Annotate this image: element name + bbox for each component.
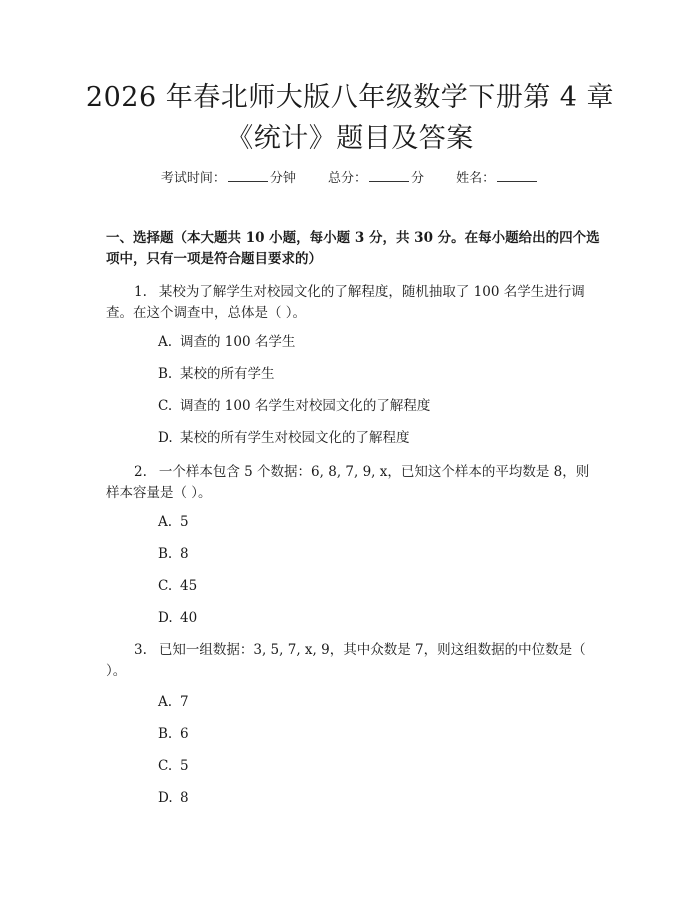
score-unit: 分: [411, 171, 425, 186]
option-text: 7: [180, 694, 189, 710]
question-3-option-b[interactable]: [158, 724, 189, 744]
option-label: A.: [158, 514, 173, 530]
name-label: 姓名：: [456, 171, 496, 186]
option-text: 8: [180, 546, 189, 562]
question-1-option-b[interactable]: [158, 364, 275, 384]
question-3: [106, 640, 598, 682]
option-label: A.: [158, 694, 173, 710]
option-text: 6: [180, 726, 189, 742]
question-1-option-a[interactable]: [158, 332, 295, 352]
option-text: 调查的 100 名学生对校园文化的了解程度: [180, 398, 431, 414]
question-3-option-a[interactable]: [158, 692, 189, 712]
question-stem: 一个样本包含 5 个数据：6, 8, 7, 9, x，已知这个样本的平均数是 8，则样本容量是（ ）。: [106, 464, 590, 501]
option-text: 调查的 100 名学生: [180, 334, 296, 350]
option-label: B.: [158, 726, 173, 742]
question-1: [106, 282, 598, 324]
question-number: 2.: [134, 464, 147, 480]
option-text: 45: [180, 578, 198, 594]
option-label: C.: [158, 578, 173, 594]
page-title-line-1: 2026 年春北师大版八年级数学下册第 4 章: [85, 82, 615, 113]
question-1-option-c[interactable]: [158, 396, 430, 416]
question-3-option-c[interactable]: [158, 756, 189, 776]
question-2-option-c[interactable]: [158, 576, 197, 596]
question-2-option-d[interactable]: [158, 608, 197, 628]
question-2: [106, 462, 598, 504]
option-label: B.: [158, 546, 173, 562]
option-label: D.: [158, 610, 173, 626]
exam-info-bar: [0, 168, 700, 189]
time-blank[interactable]: [228, 168, 268, 182]
name-blank[interactable]: [497, 168, 537, 182]
option-text: 某校的所有学生对校园文化的了解程度: [180, 430, 410, 446]
score-label: 总分：: [327, 171, 367, 186]
question-stem: 某校为了解学生对校园文化的了解程度，随机抽取了 100 名学生进行调查。在这个调查中，总体是（ ）。: [106, 284, 585, 321]
question-stem: 已知一组数据：3, 5, 7, x, 9，其中众数是 7，则这组数据的中位数是（ ）。: [106, 642, 586, 679]
option-text: 40: [180, 610, 198, 626]
question-3-option-d[interactable]: [158, 788, 189, 808]
question-1-option-d[interactable]: [158, 428, 410, 448]
option-label: C.: [158, 398, 173, 414]
option-text: 5: [180, 514, 189, 530]
option-label: B.: [158, 366, 173, 382]
option-label: D.: [158, 790, 173, 806]
question-number: 3.: [134, 642, 147, 658]
score-blank[interactable]: [369, 168, 409, 182]
option-text: 8: [180, 790, 189, 806]
option-label: C.: [158, 758, 173, 774]
option-label: D.: [158, 430, 173, 446]
question-2-option-b[interactable]: [158, 544, 189, 564]
section-heading: 一、选择题（本大题共 10 小题，每小题 3 分，共 30 分。在每小题给出的四个选项中，只有一项是符合题目要求的）: [106, 230, 600, 267]
time-field: [161, 168, 296, 189]
option-label: A.: [158, 334, 173, 350]
page-title-line-2: 《统计》题目及答案: [226, 123, 474, 154]
score-field: [328, 168, 424, 189]
option-text: 5: [180, 758, 189, 774]
question-2-option-a[interactable]: [158, 512, 189, 532]
question-number: 1.: [134, 284, 147, 300]
time-label: 考试时间：: [160, 171, 226, 186]
name-field: [456, 168, 539, 189]
time-unit: 分钟: [269, 171, 296, 186]
option-text: 某校的所有学生: [180, 366, 275, 382]
